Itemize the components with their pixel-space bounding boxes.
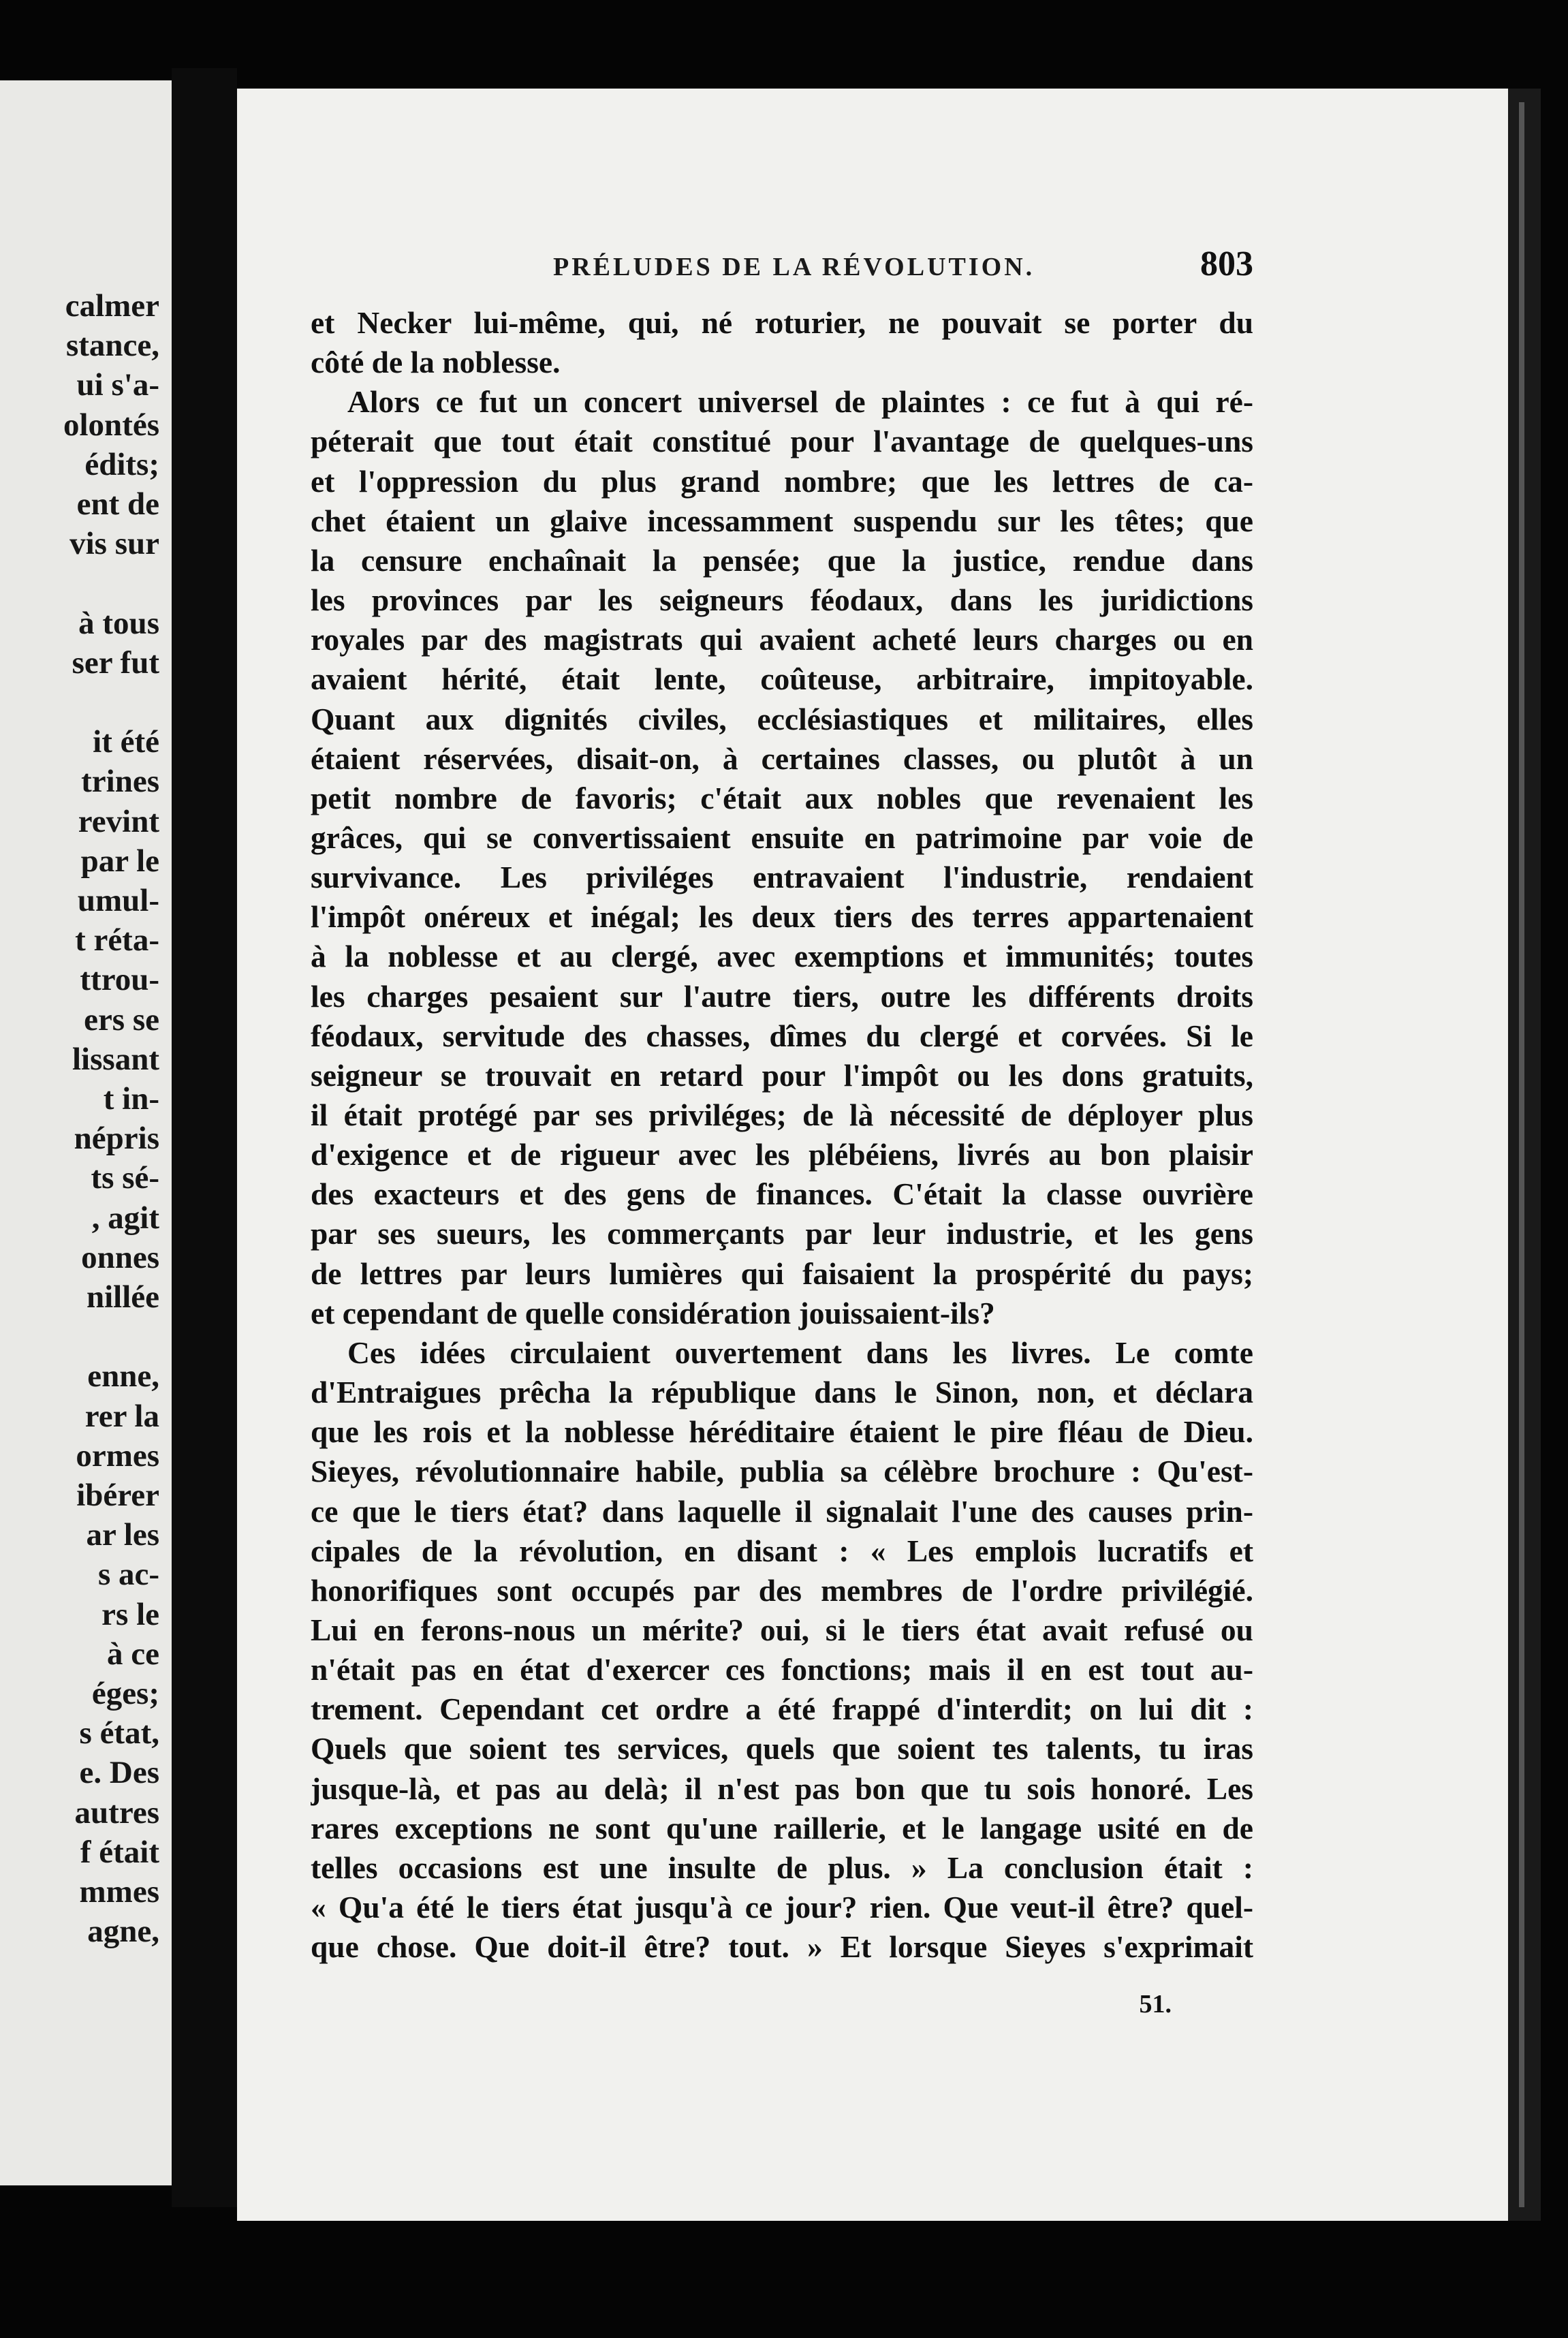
text-line: il était protégé par ses priviléges; de là nécessité de déployer plus — [311, 1097, 1253, 1132]
text-line: avaient hérité, était lente, coûteuse, arbitraire, impitoyable. — [311, 661, 1253, 697]
facing-page-line: mmes — [79, 1874, 159, 1910]
facing-page-line: éges; — [91, 1676, 159, 1711]
text-line: honorifiques sont occupés par des membres de l'ordre privilégié. — [311, 1572, 1253, 1608]
text-line: d'Entraigues prêcha la république dans le Sinon, non, et déclara — [311, 1375, 1253, 1410]
facing-page-line: ar les — [86, 1517, 159, 1553]
facing-page-line: umul- — [77, 883, 159, 918]
facing-page-line: autres — [74, 1794, 159, 1830]
facing-page-line: s état, — [79, 1715, 159, 1751]
text-line: Quant aux dignités civiles, ecclésiastiques et militaires, elles — [311, 701, 1253, 736]
facing-page-line: rs le — [101, 1596, 159, 1632]
text-line: les provinces par les seigneurs féodaux, dans les juridictions — [311, 582, 1253, 618]
facing-page-line: calmer — [65, 288, 159, 324]
facing-page-line: ers se — [84, 1001, 159, 1038]
facing-page-line: vis sur — [69, 526, 159, 562]
text-line: chet étaient un glaive incessamment suspendu sur les têtes; que — [311, 503, 1253, 538]
text-line: et l'oppression du plus grand nombre; que les lettres de ca- — [311, 463, 1253, 499]
facing-page-line: ts sé- — [91, 1160, 159, 1196]
facing-page-line: népris — [74, 1121, 159, 1157]
facing-page-line: stance, — [65, 328, 159, 364]
text-line: la censure enchaînait la pensée; que la justice, rendue dans — [311, 542, 1253, 578]
text-line: survivance. Les priviléges entravaient l'industrie, rendaient — [311, 860, 1253, 895]
text-line: petit nombre de favoris; c'était aux nobles que revenaient les — [311, 780, 1253, 815]
text-line: trement. Cependant cet ordre a été frappé d'interdit; on lui dit : — [311, 1692, 1253, 1727]
text-line: l'impôt onéreux et inégal; les deux tiers des terres appartenaient — [311, 899, 1253, 935]
facing-page-line: rer la — [84, 1398, 159, 1434]
facing-page-line: ttrou- — [80, 962, 159, 998]
facing-page-line: s ac- — [97, 1557, 159, 1593]
facing-page-line: revint — [78, 803, 159, 839]
text-line: Ces idées circulaient ouvertement dans les livres. Le comte — [347, 1335, 1253, 1370]
facing-page-line: édits; — [84, 446, 159, 482]
book-gutter — [172, 68, 237, 2207]
page-edge-line — [1519, 102, 1524, 2207]
facing-page-line: ormes — [76, 1437, 159, 1474]
facing-page-fragment — [0, 80, 172, 2185]
facing-page-line: à ce — [107, 1636, 159, 1672]
facing-page-line: e. Des — [79, 1755, 159, 1791]
page-number: 803 — [1200, 245, 1253, 283]
facing-page-line: it été — [93, 724, 159, 760]
page-edge — [1508, 89, 1541, 2221]
text-line: que les rois et la noblesse héréditaire étaient le pire fléau de Dieu. — [311, 1414, 1253, 1450]
text-line: seigneur se trouvait en retard pour l'impôt ou les dons gratuits, — [311, 1057, 1253, 1093]
facing-page-line: t réta- — [75, 922, 159, 958]
facing-page-line: nillée — [86, 1279, 159, 1315]
text-line: à la noblesse et au clergé, avec exemptions et immunités; toutes — [311, 939, 1253, 974]
facing-page-line: , agit — [91, 1200, 159, 1236]
facing-page-line: ser fut — [72, 644, 159, 681]
text-line: côté de la noblesse. — [311, 345, 561, 380]
text-line: d'exigence et de rigueur avec les plébéiens, livrés au bon plaisir — [311, 1137, 1253, 1172]
text-line: féodaux, servitude des chasses, dîmes du clergé et corvées. Si le — [311, 1018, 1253, 1053]
text-line: Sieyes, révolutionnaire habile, publia sa célèbre brochure : Qu'est- — [311, 1454, 1253, 1489]
facing-page-line: t in- — [103, 1081, 159, 1117]
text-line: et Necker lui-même, qui, né roturier, ne pouvait se porter du — [311, 305, 1253, 340]
facing-page-line: olontés — [63, 407, 159, 443]
text-line: des exacteurs et des gens de finances. C'était la classe ouvrière — [311, 1176, 1253, 1212]
text-line: « Qu'a été le tiers état jusqu'à ce jour? rien. Que veut-il être? quel- — [311, 1890, 1253, 1924]
text-line: Quels que soient tes services, quels que soient tes talents, tu iras — [311, 1731, 1253, 1766]
text-line: cipales de la révolution, en disant : « Les emplois lucratifs et — [311, 1533, 1253, 1568]
text-line: jusque-là, et pas au delà; il n'est pas bon que tu sois honoré. Les — [311, 1771, 1253, 1806]
facing-page-line: trines — [81, 764, 159, 800]
facing-page-line: lissant — [72, 1041, 159, 1077]
text-line: n'était pas en état d'exercer ces fonctions; mais il en est tout au- — [311, 1652, 1253, 1687]
facing-page-line: ui s'a- — [76, 367, 159, 403]
text-line: rares exceptions ne sont qu'une raillerie, et le langage usité en de — [311, 1810, 1253, 1845]
text-line: étaient réservées, disait-on, à certaines classes, ou plutôt à un — [311, 741, 1253, 776]
text-line: et cependant de quelle considération jouissaient-ils? — [311, 1295, 995, 1330]
facing-page-line: ent de — [76, 486, 159, 522]
text-line: par ses sueurs, les commerçants par leur industrie, et les gens — [311, 1216, 1253, 1251]
facing-page-line: à tous — [78, 605, 159, 641]
facing-page-line: onnes — [81, 1239, 159, 1275]
facing-page-line: enne, — [87, 1358, 159, 1394]
text-line: Lui en ferons-nous un mérite? oui, si le tiers état avait refusé ou — [311, 1612, 1253, 1647]
text-line: ce que le tiers état? dans laquelle il signalait l'une des causes prin- — [311, 1493, 1253, 1529]
text-line: les charges pesaient sur l'autre tiers, outre les différents droits — [311, 978, 1253, 1014]
text-line: telles occasions est une insulte de plus. » La conclusion était : — [311, 1850, 1253, 1885]
text-line: de lettres par leurs lumières qui faisaient la prospérité du pays; — [311, 1256, 1253, 1291]
running-title: PRÉLUDES DE LA RÉVOLUTION. — [553, 253, 1035, 281]
facing-page-line: agne, — [87, 1914, 159, 1950]
text-line: que chose. Que doit-il être? tout. » Et lorsque Sieyes s'exprimait — [311, 1929, 1253, 1965]
facing-page-line: par le — [80, 843, 159, 879]
facing-page-line: ibérer — [76, 1478, 159, 1513]
signature-mark: 51. — [1139, 1990, 1172, 2019]
text-line: péterait que tout était constitué pour l'avantage de quelques-uns — [311, 424, 1253, 459]
facing-page-line: f était — [80, 1834, 159, 1870]
text-line: grâces, qui se convertissaient ensuite en patrimoine par voie de — [311, 820, 1253, 855]
text-line: royales par des magistrats qui avaient acheté leurs charges ou en — [311, 622, 1253, 657]
text-line: Alors ce fut un concert universel de plaintes : ce fut à qui ré- — [347, 384, 1253, 420]
